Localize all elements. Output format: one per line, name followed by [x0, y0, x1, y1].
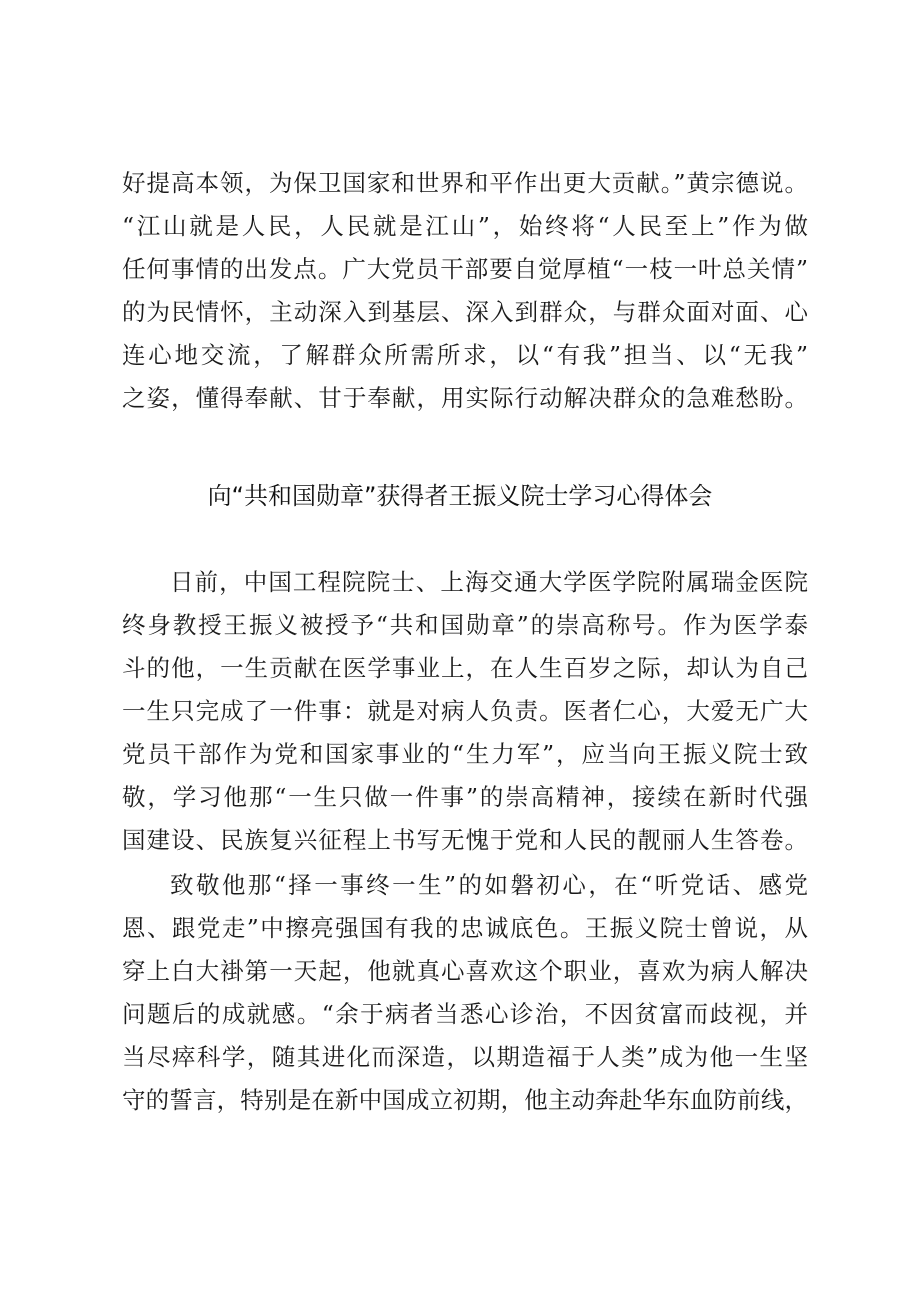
paragraph-line: 日前，中国工程院院士、上海交通大学医学院附属瑞金医院	[170, 568, 808, 596]
paragraph-line: 一生只完成了一件事：就是对病人负责。医者仁心，大爱无广大	[122, 697, 808, 725]
paragraph-line: 守的誓言，特别是在新中国成立初期，他主动奔赴华东血防前线，	[122, 1086, 808, 1114]
paragraph-line: 当尽瘁科学，随其进化而深造，以期造福于人类”成为他一生坚	[122, 1043, 808, 1071]
paragraph-line: 穿上白大褂第一天起，他就真心喜欢这个职业，喜欢为病人解决	[122, 957, 808, 985]
paragraph-line: 任何事情的出发点。广大党员干部要自觉厚植“一枝一叶总关情”	[122, 255, 808, 283]
paragraph-line: 斗的他，一生贡献在医学事业上，在人生百岁之际，却认为自己	[122, 654, 808, 682]
paragraph-line: 敬，学习他那“一生只做一件事”的崇高精神，接续在新时代强	[122, 783, 808, 811]
paragraph-line: 致敬他那“择一事终一生”的如磐初心，在“听党话、感党	[170, 871, 808, 899]
paragraph-line: 国建设、民族复兴征程上书写无愧于党和人民的靓丽人生答卷。	[122, 826, 808, 854]
article-title: 向“共和国勋章”获得者王振义院士学习心得体会	[207, 482, 713, 510]
paragraph-line: “江山就是人民，人民就是江山”，始终将“人民至上”作为做	[122, 212, 808, 240]
paragraph-line: 问题后的成就感。“余于病者当悉心诊治，不因贫富而歧视，并	[122, 1000, 808, 1028]
paragraph-line: 的为民情怀，主动深入到基层、深入到群众，与群众面对面、心	[122, 298, 808, 326]
paragraph-line: 连心地交流，了解群众所需所求，以“有我”担当、以“无我”	[122, 341, 808, 369]
paragraph-line: 终身教授王振义被授予“共和国勋章”的崇高称号。作为医学泰	[122, 611, 808, 639]
paragraph-line: 恩、跟党走”中擦亮强国有我的忠诚底色。王振义院士曾说，从	[122, 914, 808, 942]
paragraph-line: 之姿，懂得奉献、甘于奉献，用实际行动解决群众的急难愁盼。	[122, 384, 808, 412]
paragraph-line: 党员干部作为党和国家事业的“生力军”，应当向王振义院士致	[122, 740, 808, 768]
paragraph-line: 好提高本领，为保卫国家和世界和平作出更大贡献。”黄宗德说。	[122, 169, 808, 197]
